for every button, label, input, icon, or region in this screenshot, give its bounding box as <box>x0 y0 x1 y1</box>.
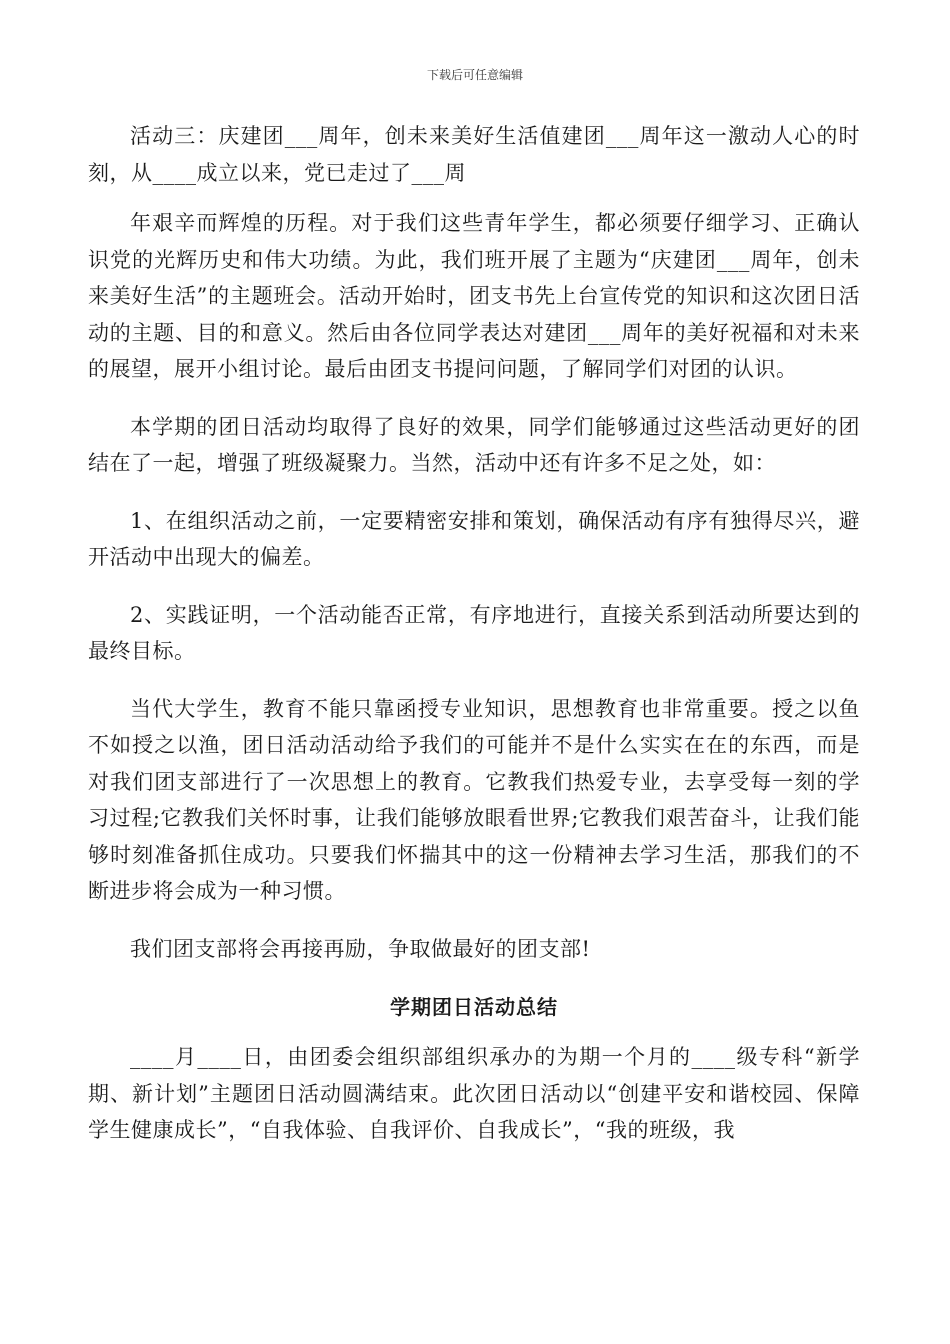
paragraph: 我们团支部将会再接再励，争取做最好的团支部! <box>130 936 591 961</box>
paragraph: 当代大学生，教育不能只靠函授专业知识，思想教育也非常重要。授之以鱼不如授之以渔，团日活动活动给予我们的可能并不是什么实实在在的东西，而是对我们团支部进行了一次思想上的教育。它教我们热爱专业，去享受每一刻的学习过程;它教我们关怀时事，让我们能够放眼看世界;它教我们艰苦奋斗，让我们能够时刻准备抓住成功。只要我们怀揣其中的这一份精神去学习生活，那我们的不断进步将会成为一种习惯。 <box>88 696 860 903</box>
paragraph: 1、在组织活动之前，一定要精密安排和策划，确保活动有序有独得尽兴，避开活动中出现大的偏差。 <box>88 508 860 569</box>
paragraph: 2、实践证明，一个活动能否正常，有序地进行，直接关系到活动所要达到的最终目标。 <box>88 602 860 663</box>
paragraph: 活动三：庆建团___周年，创未来美好生活值建团___周年这一激动人心的时刻，从____成立以来，党已走过了___周 <box>88 124 860 185</box>
paragraph: 本学期的团日活动均取得了良好的效果，同学们能够通过这些活动更好的团结在了一起，增强了班级凝聚力。当然，活动中还有许多不足之处，如： <box>88 414 860 475</box>
paragraph: 年艰辛而辉煌的历程。对于我们这些青年学生，都必须要仔细学习、正确认识党的光辉历史和伟大功绩。为此，我们班开展了主题为“庆建团___周年，创未来美好生活”的主题班会。活动开始时，团支书先上台宣传党的知识和这次团日活动的主题、目的和意义。然后由各位同学表达对建团___周年的美好祝福和对未来的展望，展开小组讨论。最后由团支书提问问题，了解同学们对团的认识。 <box>88 211 860 381</box>
page-header: 下载后可任意编辑 <box>426 68 523 82</box>
document-body <box>88 118 860 1149</box>
paragraph: ____月____日，由团委会组织部组织承办的为期一个月的____级专科“新学期、新计划”主题团日活动圆满结束。此次团日活动以“创建平安和谐校园、保障学生健康成长”，“自我体验、自我评价、自我成长”，“我的班级，我 <box>88 1045 860 1142</box>
section-title: 学期团日活动总结 <box>390 995 558 1019</box>
